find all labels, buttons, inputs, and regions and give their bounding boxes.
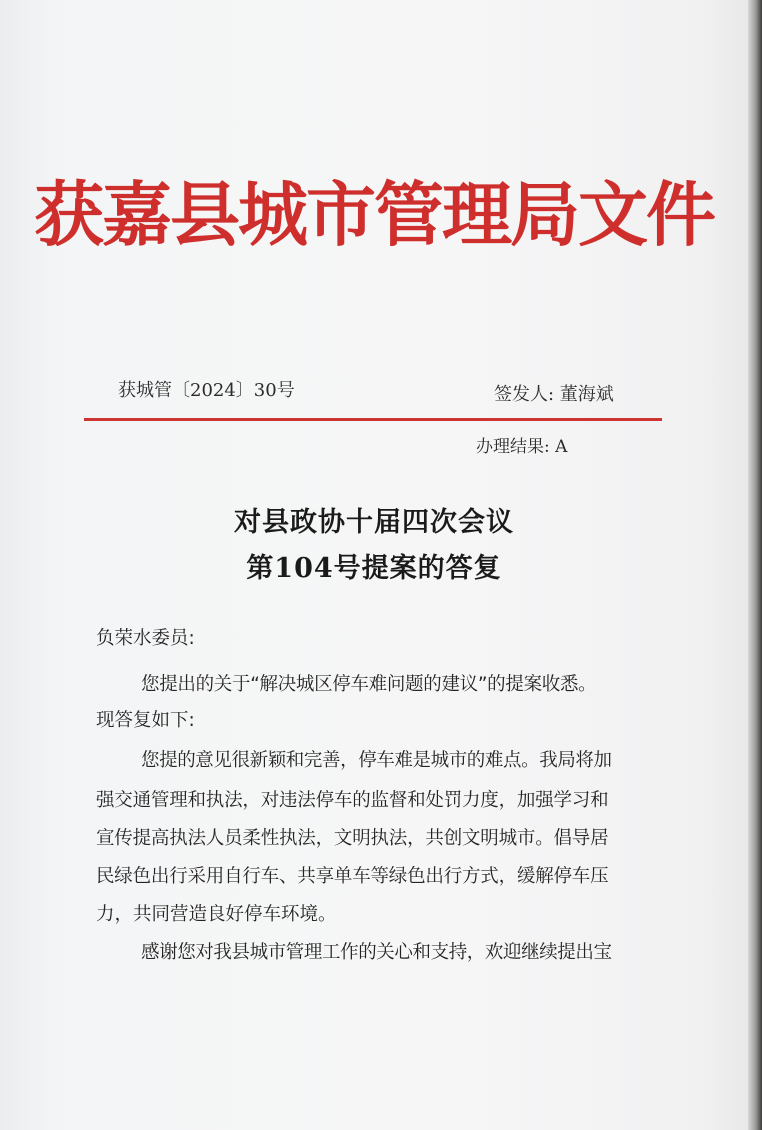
paragraph-line: 力，共同营造良好停车环境。 bbox=[96, 904, 337, 925]
red-divider-line bbox=[84, 418, 662, 421]
paragraph-line: 强交通管理和执法，对违法停车的监督和处罚力度，加强学习和 bbox=[96, 790, 609, 811]
document-title-line-1: 对县政协十届四次会议 bbox=[234, 507, 514, 538]
paragraph-line: 现答复如下: bbox=[96, 710, 195, 731]
paragraph-line: 感谢您对我县城市管理工作的关心和支持，欢迎继续提出宝 bbox=[141, 942, 612, 963]
paragraph-line: 宣传提高执法人员柔性执法，文明执法，共创文明城市。倡导居 bbox=[96, 828, 609, 849]
paragraph-line: 您提的意见很新颖和完善，停车难是城市的难点。我局将加 bbox=[141, 750, 612, 771]
signer: 签发人: 董海斌 bbox=[494, 384, 614, 405]
page-edge-shadow bbox=[748, 0, 762, 1130]
salutation: 负荣水委员: bbox=[96, 628, 195, 649]
paragraph-line: 民绿色出行采用自行车、共享单车等绿色出行方式，缓解停车压 bbox=[96, 866, 609, 887]
document-number: 获城管〔2024〕30号 bbox=[118, 380, 295, 401]
paragraph-line: 您提出的关于“解决城区停车难问题的建议”的提案收悉。 bbox=[141, 674, 597, 695]
handling-result: 办理结果: A bbox=[476, 437, 568, 457]
issuing-authority-title: 获嘉县城市管理局文件 bbox=[34, 173, 714, 256]
document-title-line-2: 第104号提案的答复 bbox=[246, 553, 502, 584]
